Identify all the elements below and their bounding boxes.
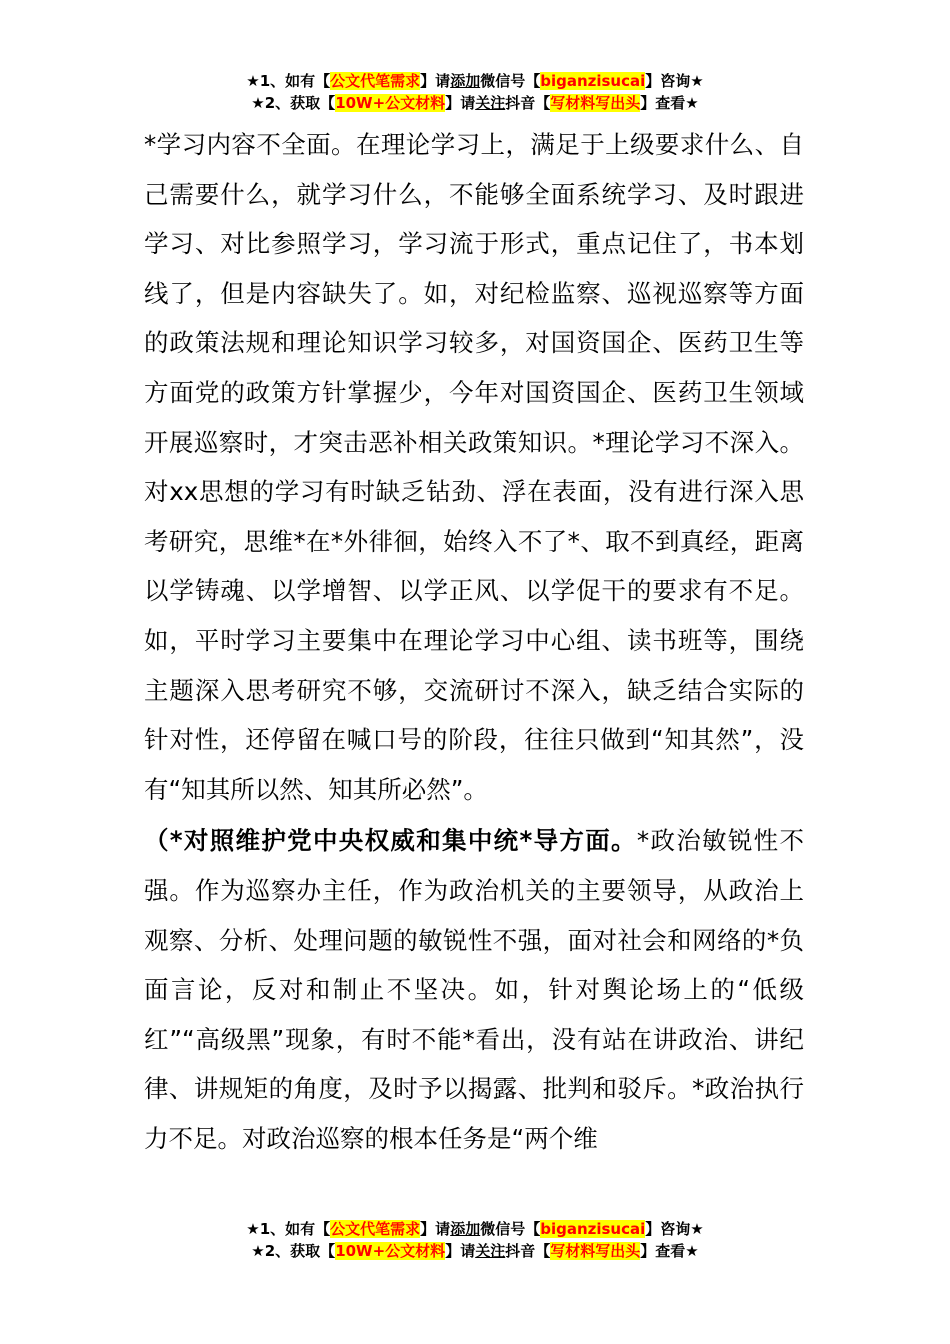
banner-text: 】请	[420, 1220, 451, 1238]
banner-text: 】请	[420, 72, 451, 90]
paragraph-2	[144, 816, 804, 1163]
banner-text: ★2、获取【	[251, 1242, 336, 1260]
highlight-text: 10W+公文材料	[335, 94, 446, 112]
banner-text: ★1、如有【	[246, 72, 331, 90]
banner-text: ★1、如有【	[246, 1220, 331, 1238]
banner-text: 】咨询★	[645, 1220, 704, 1238]
wechat-id: biganzisucai	[540, 1220, 646, 1238]
banner-text: 微信号【	[480, 72, 541, 90]
underlined-text: 关注	[475, 1242, 506, 1260]
banner-text: 微信号【	[480, 1220, 541, 1238]
banner-text: 】查看★	[640, 1242, 699, 1260]
paragraph-2-text: *政治敏锐性不强。作为巡察办主任，作为政治机关的主要领导，从政治上观察、分析、处理问题的敏锐性不强，面对社会和网络的*负面言论，反对和制止不坚决。如，针对舆论场上的“低级红”“高级黑”现象，有时不能*看出，没有站在讲政治、讲纪律、讲规矩的角度，及时予以揭露、批判和驳斥。*政治执行力不足。对政治巡察的根本任务是“两个维	[144, 826, 804, 1153]
banner-text: ★2、获取【	[251, 94, 336, 112]
banner-text: 】咨询★	[645, 72, 704, 90]
underlined-text: 添加	[450, 1220, 481, 1238]
underlined-text: 关注	[475, 94, 506, 112]
document-body	[144, 120, 804, 1163]
highlight-text: 10W+公文材料	[335, 1242, 446, 1260]
banner-text: 】查看★	[640, 94, 699, 112]
douyin-id: 写材料写出头	[550, 1242, 641, 1260]
section-heading: （*对照维护党中央权威和集中统*导方面。	[144, 826, 637, 856]
banner-line-1	[0, 70, 950, 92]
footer-banner	[0, 1218, 950, 1262]
banner-line-2	[0, 92, 950, 114]
banner-line-2	[0, 1240, 950, 1262]
banner-text: 】请	[445, 94, 476, 112]
banner-line-1	[0, 1218, 950, 1240]
paragraph-1: *学习内容不全面。在理论学习上，满足于上级要求什么、自己需要什么，就学习什么，不能够全面系统学习、及时跟进学习、对比参照学习，学习流于形式，重点记住了，书本划线了，但是内容缺失了。如，对纪检监察、巡视巡察等方面的政策法规和理论知识学习较多，对国资国企、医药卫生等方面党的政策方针掌握少，今年对国资国企、医药卫生领域开展巡察时，才突击恶补相关政策知识。*理论学习不深入。对xx思想的学习有时缺乏钻劲、浮在表面，没有进行深入思考研究，思维*在*外徘徊，始终入不了*、取不到真经，距离以学铸魂、以学增智、以学正风、以学促干的要求有不足。如，平时学习主要集中在理论学习中心组、读书班等，围绕主题深入思考研究不够，交流研讨不深入，缺乏结合实际的针对性，还停留在喊口号的阶段，往往只做到“知其然”，没有“知其所以然、知其所必然”。	[144, 130, 804, 804]
header-banner	[0, 70, 950, 114]
douyin-id: 写材料写出头	[550, 94, 641, 112]
banner-text: 】请	[445, 1242, 476, 1260]
banner-text: 抖音【	[505, 94, 551, 112]
highlight-text: 公文代笔需求	[330, 72, 421, 90]
banner-text: 抖音【	[505, 1242, 551, 1260]
underlined-text: 添加	[450, 72, 481, 90]
wechat-id: biganzisucai	[540, 72, 646, 90]
highlight-text: 公文代笔需求	[330, 1220, 421, 1238]
